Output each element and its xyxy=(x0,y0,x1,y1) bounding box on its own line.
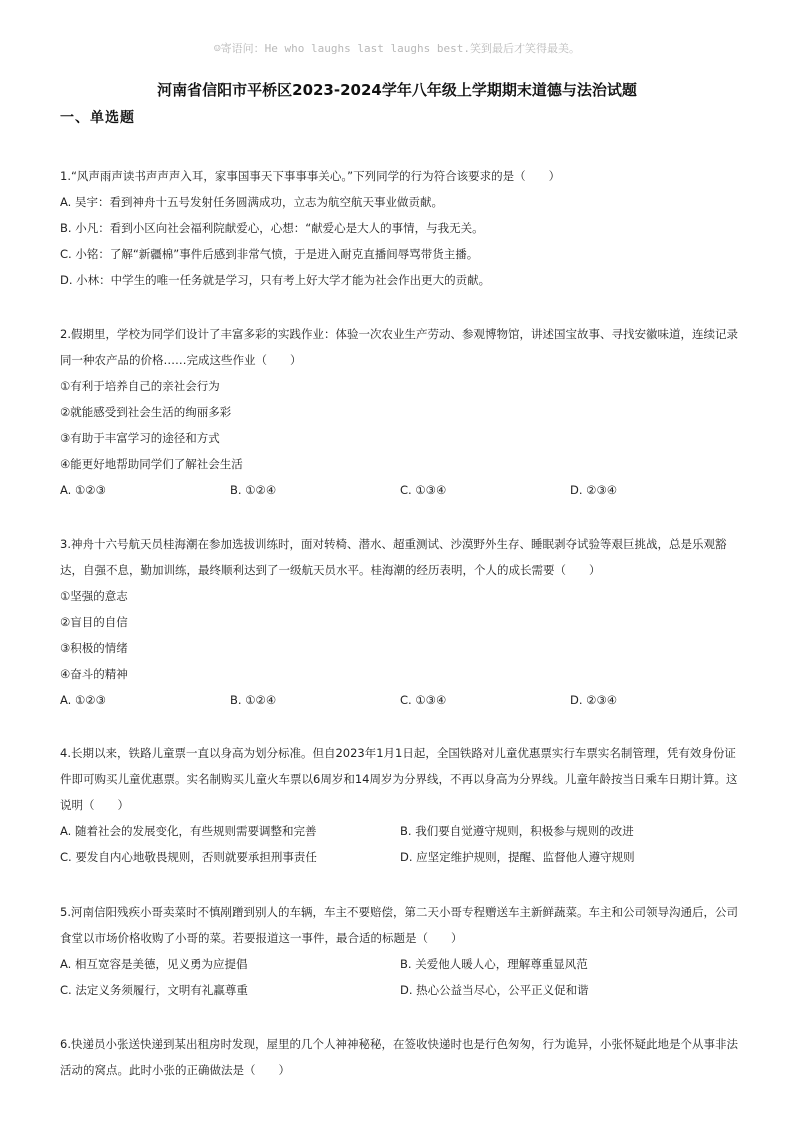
option-a: A. 吴宇：看到神舟十五号发射任务圆满成功，立志为航空航天事业做贡献。 xyxy=(60,195,443,209)
question-2 xyxy=(60,321,740,503)
option-c: C. ①③④ xyxy=(400,693,447,707)
option-d: D. ②③④ xyxy=(570,693,618,707)
options-row-1 xyxy=(60,818,740,844)
question-1 xyxy=(60,163,740,293)
question-stem: 5.河南信阳残疾小哥卖菜时不慎剐蹭到别人的车辆，车主不要赔偿，第二天小哥专程赠送车主新鲜蔬菜。车主和公司领导沟通后，公司食堂以市场价格收购了小哥的菜。若要报道这一事件，最合适的标题是（ ） xyxy=(60,905,738,945)
statement-1: ①有利于培养自己的亲社会行为 xyxy=(60,379,220,393)
question-stem: 6.快递员小张送快递到某出租房时发现，屋里的几个人神神秘秘，在签收快递时也是行色匆匆，行为诡异，小张怀疑此地是个从事非法活动的窝点。此时小张的正确做法是（ ） xyxy=(60,1037,738,1077)
options-row-1 xyxy=(60,951,740,977)
option-b: B. ①②④ xyxy=(230,483,277,497)
option-d: D. 热心公益当尽心，公平正义促和谐 xyxy=(400,983,589,997)
question-stem: 4.长期以来，铁路儿童票一直以身高为划分标准。但自2023年1月1日起，全国铁路对儿童优惠票实行车票实名制管理，凭有效身份证件即可购买儿童优惠票。实名制购买儿童火车票以6周岁和14周岁为分界线，不再以身高为分界线。儿童年龄按当日乘车日期计算。这说明（ ） xyxy=(60,746,738,812)
section-heading: 一、单选题 xyxy=(60,110,135,126)
options-row-2 xyxy=(60,844,740,870)
watermark: ☺寄语问：He who laughs last laughs best.笑到最后才笑得最美。 xyxy=(214,42,580,55)
options-row xyxy=(60,687,740,713)
option-a: A. ①②③ xyxy=(60,693,106,707)
question-3 xyxy=(60,531,740,713)
question-5 xyxy=(60,899,740,1003)
option-d: D. 应坚定维护规则，提醒、监督他人遵守规则 xyxy=(400,850,635,864)
option-d: D. ②③④ xyxy=(570,483,618,497)
option-d: D. 小林：中学生的唯一任务就是学习，只有考上好大学才能为社会作出更大的贡献。 xyxy=(60,273,491,287)
statement-4: ④奋斗的精神 xyxy=(60,667,128,681)
statement-2: ②就能感受到社会生活的绚丽多彩 xyxy=(60,405,232,419)
statement-2: ②盲目的自信 xyxy=(60,615,128,629)
option-c: C. 小铭：了解“新疆棉”事件后感到非常气愤，于是进入耐克直播间辱骂带货主播。 xyxy=(60,247,479,261)
statement-1: ①坚强的意志 xyxy=(60,589,128,603)
option-c: C. 要发自内心地敬畏规则，否则就要承担刑事责任 xyxy=(60,850,317,864)
question-stem: 2.假期里，学校为同学们设计了丰富多彩的实践作业：体验一次农业生产劳动、参观博物馆，讲述国宝故事、寻找安徽味道，连续记录同一种农产品的价格……完成这些作业（ ） xyxy=(60,327,738,367)
option-c: C. ①③④ xyxy=(400,483,447,497)
statement-4: ④能更好地帮助同学们了解社会生活 xyxy=(60,457,243,471)
question-6 xyxy=(60,1031,740,1083)
question-stem: 1.“风声雨声读书声声声入耳，家事国事天下事事事关心。”下列同学的行为符合该要求的是（ ） xyxy=(60,169,561,183)
document-title: 河南省信阳市平桥区2023-2024学年八年级上学期期末道德与法治试题 xyxy=(157,81,637,99)
options-row-2 xyxy=(60,977,740,1003)
option-b: B. 小凡：看到小区向社会福利院献爱心，心想：“献爱心是大人的事情，与我无关。 xyxy=(60,221,484,235)
option-a: A. 相互宽容是美德，见义勇为应提倡 xyxy=(60,957,248,971)
option-b: B. ①②④ xyxy=(230,693,277,707)
statement-3: ③积极的情绪 xyxy=(60,641,128,655)
option-a: A. ①②③ xyxy=(60,483,106,497)
option-b: B. 关爱他人暖人心，理解尊重显风范 xyxy=(400,957,588,971)
option-b: B. 我们要自觉遵守规则，积极参与规则的改进 xyxy=(400,824,634,838)
question-4 xyxy=(60,740,740,870)
option-a: A. 随着社会的发展变化，有些规则需要调整和完善 xyxy=(60,824,317,838)
statement-3: ③有助于丰富学习的途径和方式 xyxy=(60,431,220,445)
question-stem: 3.神舟十六号航天员桂海潮在参加选拔训练时，面对转椅、潜水、超重测试、沙漠野外生存、睡眠剥夺试验等艰巨挑战，总是乐观豁达，自强不息，勤加训练，最终顺利达到了一级航天员水平。桂海潮的经历表明，个人的成长需要（ ） xyxy=(60,537,727,577)
options-row xyxy=(60,477,740,503)
option-c: C. 法定义务须履行，文明有礼赢尊重 xyxy=(60,983,248,997)
